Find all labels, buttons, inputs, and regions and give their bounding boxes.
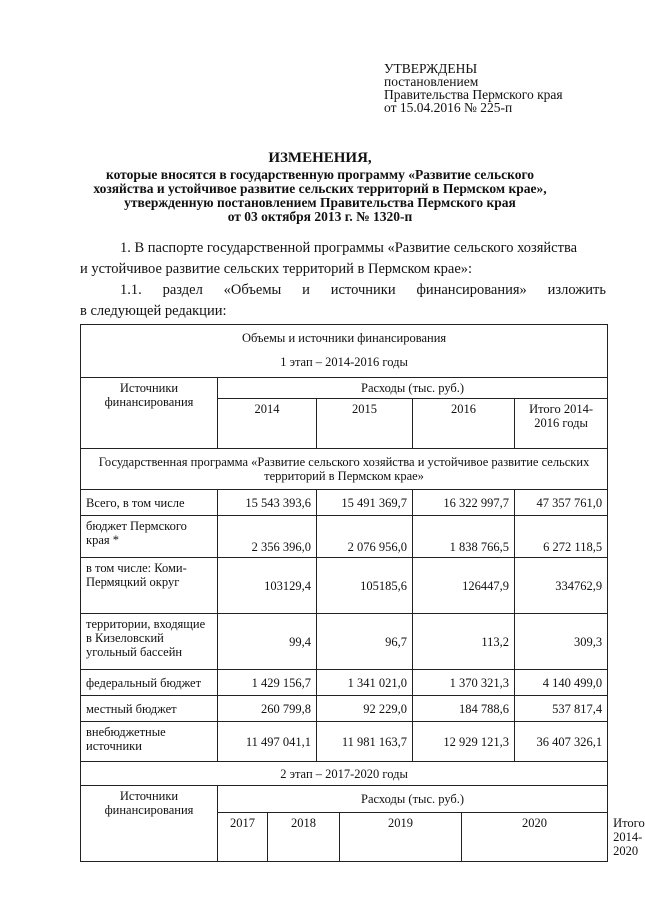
cell-value: 47 357 761,0 bbox=[515, 490, 608, 516]
stage-1-label: 1 этап – 2014-2016 годы bbox=[280, 355, 408, 369]
cell-value: 11 981 163,7 bbox=[317, 722, 413, 762]
subtitle-line-4: от 03 октября 2013 г. № 1320-п bbox=[227, 209, 413, 224]
cell-value: 260 799,8 bbox=[218, 696, 317, 722]
cell-value: 1 429 156,7 bbox=[218, 670, 317, 696]
cell-value: 36 407 326,1 bbox=[515, 722, 608, 762]
table-row bbox=[81, 490, 608, 516]
cell-value: 92 229,0 bbox=[317, 696, 413, 722]
cell-value: 537 817,4 bbox=[515, 696, 608, 722]
year-header: 2018 bbox=[268, 813, 340, 862]
subtitle-line-2: хозяйства и устойчивое развитие сельских территорий в Пермском крае», bbox=[93, 181, 547, 196]
row-label: федеральный бюджет bbox=[81, 670, 218, 696]
cell-value: 334762,9 bbox=[515, 558, 608, 614]
cell-value: 96,7 bbox=[317, 614, 413, 670]
year-header: 2014 bbox=[218, 399, 317, 449]
table-row bbox=[81, 696, 608, 722]
row-label: Всего, в том числе bbox=[81, 490, 218, 516]
cell-value: 15 543 393,6 bbox=[218, 490, 317, 516]
cell-value: 184 788,6 bbox=[413, 696, 515, 722]
cell-value: 2 356 396,0 bbox=[218, 516, 317, 558]
paragraph-2-line-2: в следующей редакции: bbox=[80, 303, 227, 319]
row-label: территории, входящие в Кизеловский угольный бассейн bbox=[81, 614, 218, 670]
row-label: бюджет Пермского края * bbox=[81, 516, 218, 558]
cell-value: 113,2 bbox=[413, 614, 515, 670]
table-row bbox=[81, 558, 608, 614]
approval-line-4: от 15.04.2016 № 225-п bbox=[384, 100, 513, 115]
document-subtitle bbox=[0, 168, 640, 224]
sources-header-2: Источники финансирования bbox=[81, 786, 218, 862]
paragraph-1-line-2: и устойчивое развитие сельских территорий в Пермском крае»: bbox=[80, 261, 473, 277]
paragraph-2 bbox=[80, 280, 606, 322]
paragraph-1 bbox=[80, 238, 606, 280]
expenses-header-2: Расходы (тыс. руб.) bbox=[218, 786, 608, 813]
table-row bbox=[81, 516, 608, 558]
cell-value: 126447,9 bbox=[413, 558, 515, 614]
approval-line-2: постановлением bbox=[384, 74, 479, 89]
table-caption: Объемы и источники финансирования bbox=[241, 331, 447, 345]
subtitle-line-1: которые вносятся в государственную программу «Развитие сельского bbox=[106, 167, 534, 182]
cell-value: 16 322 997,7 bbox=[413, 490, 515, 516]
row-label: местный бюджет bbox=[81, 696, 218, 722]
year-header: 2016 bbox=[413, 399, 515, 449]
cell-value: 11 497 041,1 bbox=[218, 722, 317, 762]
table-row bbox=[81, 670, 608, 696]
paragraph-1-line-1: 1. В паспорте государственной программы «Развитие сельского хозяйства bbox=[120, 240, 578, 256]
cell-value: 6 272 118,5 bbox=[515, 516, 608, 558]
subtitle-line-3: утвержденную постановлением Правительства Пермского края bbox=[124, 195, 516, 210]
row-label: внебюджетные источники bbox=[81, 722, 218, 762]
row-label: в том числе: Коми-Пермяцкий округ bbox=[81, 558, 218, 614]
year-header: 2017 bbox=[218, 813, 268, 862]
cell-value: 2 076 956,0 bbox=[317, 516, 413, 558]
year-header: 2020 bbox=[462, 813, 608, 862]
cell-value: 309,3 bbox=[515, 614, 608, 670]
year-header-total: Итого 2014-2016 годы bbox=[515, 399, 608, 449]
cell-value: 103129,4 bbox=[218, 558, 317, 614]
table-row bbox=[81, 614, 608, 670]
year-header: 2019 bbox=[340, 813, 462, 862]
stage-2-label: 2 этап – 2017-2020 годы bbox=[81, 762, 608, 786]
program-name-row: Государственная программа «Развитие сельского хозяйства и устойчивое развитие сельских территорий в Пермском крае» bbox=[81, 449, 608, 490]
cell-value: 15 491 369,7 bbox=[317, 490, 413, 516]
cell-value: 105185,6 bbox=[317, 558, 413, 614]
cell-value: 4 140 499,0 bbox=[515, 670, 608, 696]
cell-value: 1 838 766,5 bbox=[413, 516, 515, 558]
cell-value: 1 370 321,3 bbox=[413, 670, 515, 696]
year-header: 2015 bbox=[317, 399, 413, 449]
cell-value: 1 341 021,0 bbox=[317, 670, 413, 696]
approval-stamp bbox=[384, 62, 563, 114]
paragraph-2-line-1: 1.1. раздел «Объемы и источники финансирования» изложить bbox=[120, 282, 606, 298]
approval-line-3: Правительства Пермского края bbox=[384, 87, 563, 102]
sources-header: Источники финансирования bbox=[81, 378, 218, 449]
document-title: ИЗМЕНЕНИЯ, bbox=[268, 150, 372, 166]
cell-value: 12 929 121,3 bbox=[413, 722, 515, 762]
cell-value: 99,4 bbox=[218, 614, 317, 670]
table-caption-cell bbox=[81, 325, 608, 378]
expenses-header: Расходы (тыс. руб.) bbox=[218, 378, 608, 399]
table-row bbox=[81, 722, 608, 762]
financing-table: Объемы и источники финансирования 1 этап – 2014-2016 годы Источники финансирования Расходы (тыс. руб.) 2014 2015 2016 Итого 2014-2016 годы Государственная программа «Развитие сельского хозяйства и устойчивое развитие сельских территорий в Пермском крае» Всего, в том числе 15 543 393,6 15 491 369,7 16 322 997,7 47 357 761,0 бюджет Пермского края * 2 356 396,0 2 076 956,0 1 838 766,5 6 272 118,5 в том числе: Коми-Пермяцкий округ 103129,4 105185,6 126447,9 334762,9 территории, входящие в Кизеловский угольный бассейн 99,4 96,7 113,2 309,3 федеральный бюджет 1 429 156,7 1 341 021,0 1 370 321,3 4 140 499,0 местный бюджет 260 799,8 92 229,0 184 788,6 537 817,4 внебюджетные источники 11 497 041,1 11 981 163,7 12 929 121,3 36 407 326,1 2 этап – 2017-2020 годы Источники финансирования Расходы (тыс. руб.) 2017 2018 2019 2020 Итого 2014-2020 bbox=[80, 324, 608, 862]
approval-line-1: УТВЕРЖДЕНЫ bbox=[384, 61, 478, 76]
